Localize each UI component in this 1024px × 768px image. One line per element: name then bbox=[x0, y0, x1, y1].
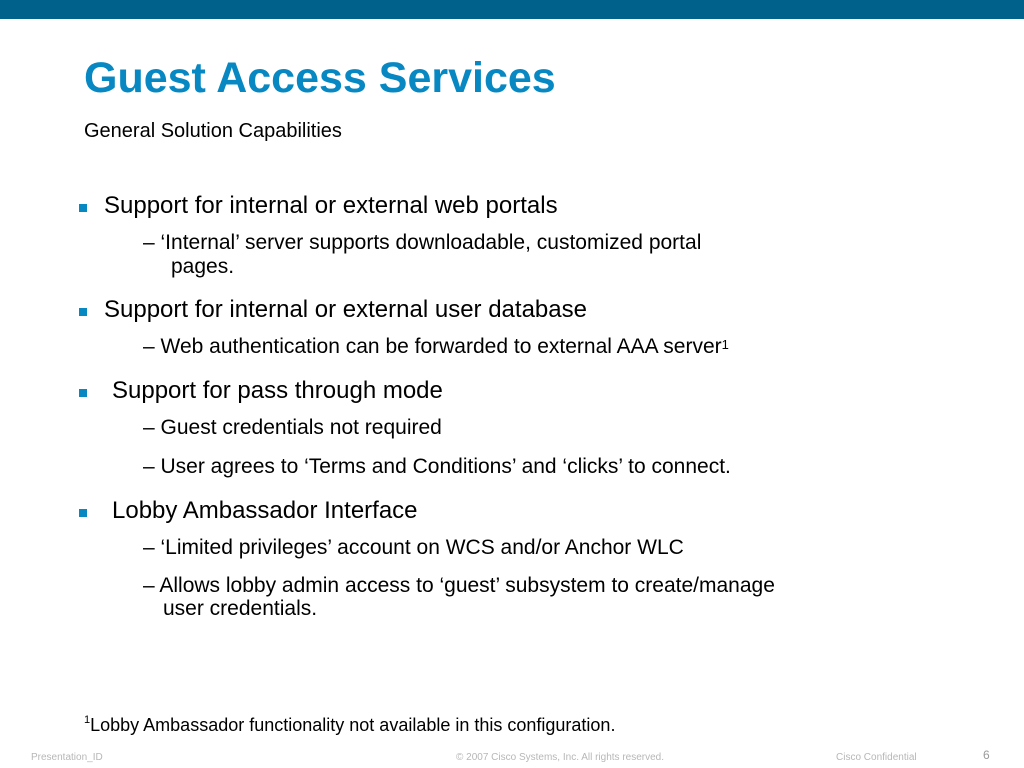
square-bullet-icon bbox=[79, 204, 87, 212]
page-number: 6 bbox=[983, 748, 990, 762]
bullet-text: Support for internal or external web portals bbox=[104, 192, 558, 219]
square-bullet-icon bbox=[79, 509, 87, 517]
footnote bbox=[84, 715, 615, 736]
slide-subtitle: General Solution Capabilities bbox=[84, 120, 342, 142]
sub-bullet-line: – Web authentication can be forwarded to external AAA server bbox=[143, 335, 722, 358]
sub-bullet-text: – User agrees to ‘Terms and Conditions’ and ‘clicks’ to connect. bbox=[143, 455, 731, 478]
top-bar bbox=[0, 0, 1024, 19]
footnote-superscript: 1 bbox=[84, 714, 91, 726]
square-bullet-icon bbox=[79, 389, 87, 397]
sub-bullet-text bbox=[143, 335, 729, 359]
footer-confidential: Cisco Confidential bbox=[836, 752, 917, 763]
footer-presentation-id: Presentation_ID bbox=[31, 752, 103, 763]
sub-bullet-text: – Allows lobby admin access to ‘guest’ subsystem to create/manage bbox=[143, 574, 775, 597]
square-bullet-icon bbox=[79, 308, 87, 316]
sub-bullet-continuation: user credentials. bbox=[163, 597, 318, 620]
footer-copyright: © 2007 Cisco Systems, Inc. All rights reserved. bbox=[456, 752, 665, 763]
sub-bullet-text: – Guest credentials not required bbox=[143, 416, 442, 439]
superscript: 1 bbox=[721, 337, 729, 352]
slide-title: Guest Access Services bbox=[84, 54, 556, 102]
bullet-text: Lobby Ambassador Interface bbox=[112, 497, 418, 524]
sub-bullet-text: – ‘Limited privileges’ account on WCS and/or Anchor WLC bbox=[143, 536, 684, 559]
footnote-text: Lobby Ambassador functionality not available in this configuration. bbox=[90, 715, 616, 735]
bullet-text: Support for internal or external user database bbox=[104, 296, 587, 323]
sub-bullet-continuation: pages. bbox=[171, 255, 235, 278]
bullet-text: Support for pass through mode bbox=[112, 377, 443, 404]
sub-bullet-text: – ‘Internal’ server supports downloadable, customized portal bbox=[143, 231, 702, 254]
